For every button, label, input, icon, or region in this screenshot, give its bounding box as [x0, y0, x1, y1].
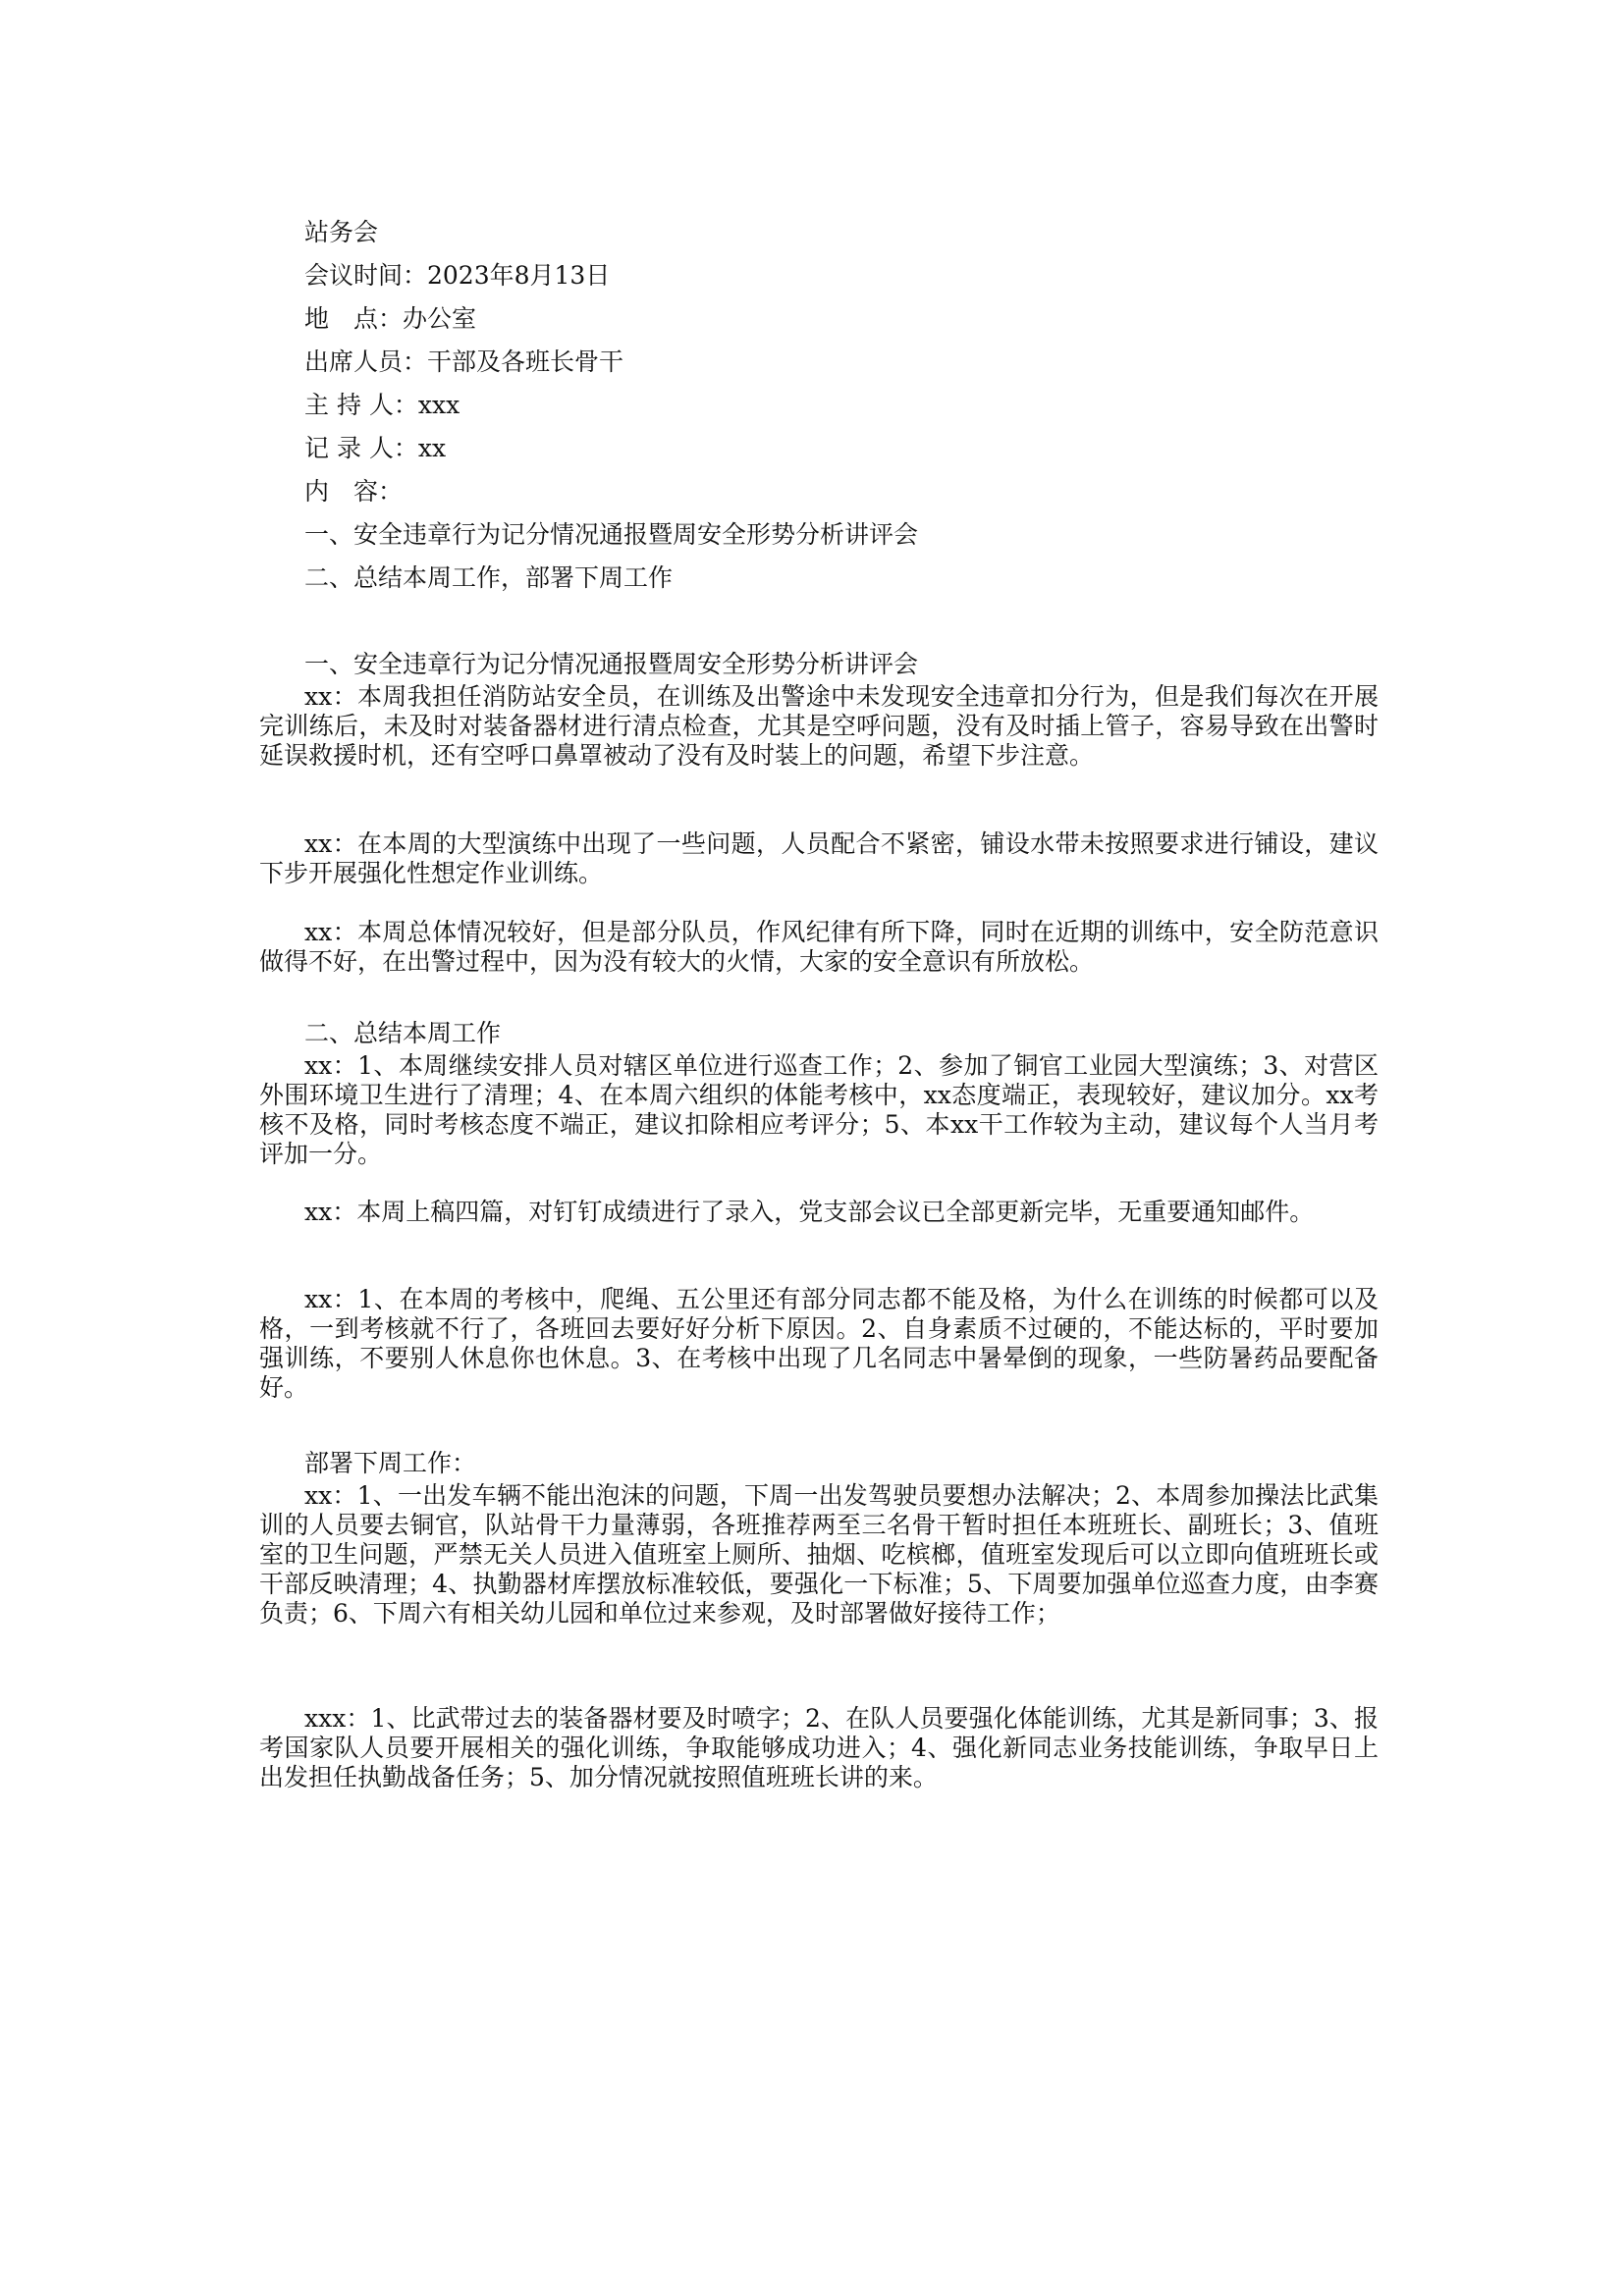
meeting-attendees: 出席人员：干部及各班长骨干: [304, 347, 624, 376]
agenda-item: 二、总结本周工作，部署下周工作: [304, 563, 674, 592]
paragraph: xx：1、在本周的考核中，爬绳、五公里还有部分同志都不能及格，为什么在训练的时候都可以及格，一到考核就不行了，各班回去要好好分析下原因。2、自身素质不过硬的，不能达标的，平时要加强训练，不要别人休息你也休息。3、在考核中出现了几名同志中暑晕倒的现象，一些防暑药品要配备好。: [259, 1285, 1379, 1402]
paragraph: xx：本周我担任消防站安全员，在训练及出警途中未发现安全违章扣分行为，但是我们每次在开展完训练后，未及时对装备器材进行清点检查，尤其是空呼问题，没有及时插上管子，容易导致在出警时延误救援时机，还有空呼口鼻罩被动了没有及时装上的问题，希望下步注意。: [259, 682, 1379, 770]
paragraph: xx：本周总体情况较好，但是部分队员，作风纪律有所下降，同时在近期的训练中，安全防范意识做得不好，在出警过程中，因为没有较大的火情，大家的安全意识有所放松。: [259, 918, 1379, 976]
paragraph: xx：1、本周继续安排人员对辖区单位进行巡查工作；2、参加了铜官工业园大型演练；3、对营区外围环境卫生进行了清理；4、在本周六组织的体能考核中，xx态度端正，表现较好，建议加分。xx考核不及格，同时考核态度不端正，建议扣除相应考评分；5、本xx干工作较为主动，建议每个人当月考评加一分。: [259, 1051, 1379, 1168]
agenda-item: 一、安全违章行为记分情况通报暨周安全形势分析讲评会: [304, 520, 919, 549]
meeting-location: 地 点：办公室: [304, 304, 477, 333]
section-heading: 一、安全违章行为记分情况通报暨周安全形势分析讲评会: [304, 650, 919, 678]
paragraph: xx：1、一出发车辆不能出泡沫的问题，下周一出发驾驶员要想办法解决；2、本周参加操法比武集训的人员要去铜官，队站骨干力量薄弱，各班推荐两至三名骨干暂时担任本班班长、副班长；3、值班室的卫生问题，严禁无关人员进入值班室上厕所、抽烟、吃槟榔，值班室发现后可以立即向值班班长或干部反映清理；4、执勤器材库摆放标准较低，要强化一下标准；5、下周要加强单位巡查力度，由李赛负责；6、下周六有相关幼儿园和单位过来参观，及时部署做好接待工作；: [259, 1481, 1379, 1628]
section-heading: 二、总结本周工作: [304, 1019, 502, 1047]
paragraph: xxx：1、比武带过去的装备器材要及时喷字；2、在队人员要强化体能训练，尤其是新同事；3、报考国家队人员要开展相关的强化训练，争取能够成功进入；4、强化新同志业务技能训练，争取早日上出发担任执勤战备任务；5、加分情况就按照值班班长讲的来。: [259, 1704, 1379, 1791]
paragraph: xx：本周上稿四篇，对钉钉成绩进行了录入，党支部会议已全部更新完毕，无重要通知邮件。: [304, 1198, 1315, 1226]
meeting-time: 会议时间：2023年8月13日: [304, 261, 611, 290]
document-title: 站务会: [304, 218, 379, 246]
section-heading: 部署下周工作：: [304, 1449, 477, 1477]
paragraph: xx：在本周的大型演练中出现了一些问题，人员配合不紧密，铺设水带未按照要求进行铺设，建议下步开展强化性想定作业训练。: [259, 829, 1379, 887]
meeting-recorder: 记 录 人：xx: [304, 434, 447, 462]
content-label: 内 容：: [304, 477, 404, 506]
meeting-host: 主 持 人：xxx: [304, 391, 460, 419]
